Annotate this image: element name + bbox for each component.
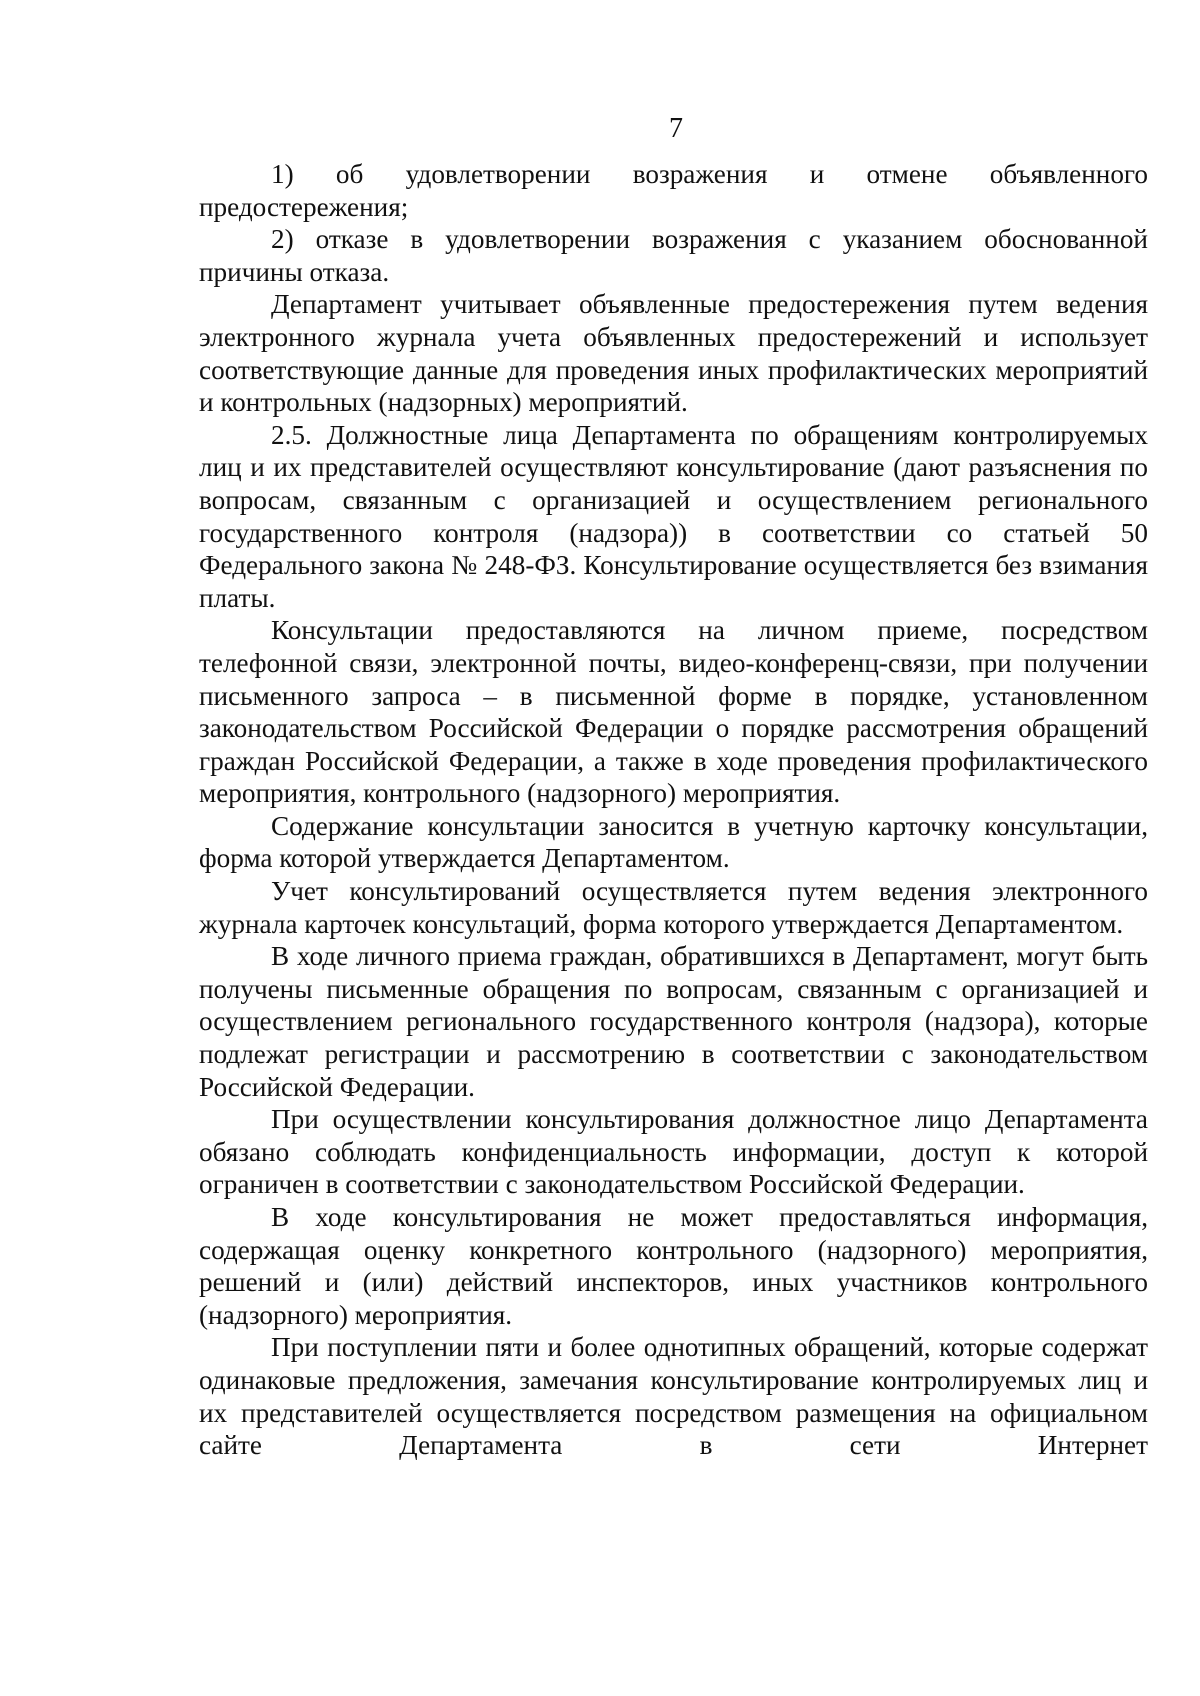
paragraph-2-5: 2.5. Должностные лица Департамента по обращениям контролируемых лиц и их представителей осуществляют консультирование (дают разъяснения по вопросам, связанным с организацией и осуществлением регионального государственного контроля (надзора)) в соответствии со статьей 50 Федерального закона № 248-ФЗ. Консультирование осуществляется без взимания платы. <box>199 419 1148 613</box>
paragraph-personal-reception: В ходе личного приема граждан, обратившихся в Департамент, могут быть получены письменные обращения по вопросам, связанным с организацией и осуществлением регионального государственного контроля (надзора), которые подлежат регистрации и рассмотрению в соответствии с законодательством Российской Федерации. <box>199 941 1148 1102</box>
paragraph-item-2: 2) отказе в удовлетворении возражения с указанием обоснованной причины отказа. <box>199 224 1148 287</box>
paragraph-journal: Департамент учитывает объявленные предостережения путем ведения электронного журнала учета объявленных предостережений и использует соответствующие данные для проведения иных профилактических мероприятий и контрольных (надзорных) мероприятий. <box>199 289 1148 418</box>
paragraph-consultation-log: Учет консультирований осуществляется путем ведения электронного журнала карточек консультаций, форма которого утверждается Департаментом. <box>199 876 1148 939</box>
paragraph-consultation-card: Содержание консультации заносится в учетную карточку консультации, форма которой утверждается Департаментом. <box>199 810 1148 874</box>
paragraph-restrictions: В ходе консультирования не может предоставляться информация, содержащая оценку конкретного контрольного (надзорного) мероприятия, решений и (или) действий инспекторов, иных участников контрольного (надзорного) мероприятия. <box>199 1202 1148 1330</box>
paragraph-item-1: 1) об удовлетворении возражения и отмене объявленного предостережения; <box>199 159 1148 222</box>
paragraph-confidentiality: При осуществлении консультирования должностное лицо Департамента обязано соблюдать конфиденциальность информации, доступ к которой ограничен в соответствии с законодательством Российской Федерации. <box>199 1104 1148 1200</box>
paragraph-same-type-requests: При поступлении пяти и более однотипных обращений, которые содержат одинаковые предложения, замечания консультирование контролируемых лиц и их представителей осуществляется посредством размещения на официальном сайте Департамента в сети Интернет <box>199 1332 1148 1461</box>
page-number: 7 <box>669 113 683 144</box>
paragraph-consultations: Консультации предоставляются на личном приеме, посредством телефонной связи, электронной почты, видео-конференц-связи, при получении письменного запроса – в письменной форме в порядке, установленном законодательством Российской Федерации о порядке рассмотрения обращений граждан Российской Федерации, а также в ходе проведения профилактического мероприятия, контрольного (надзорного) мероприятия. <box>199 615 1148 809</box>
document-body <box>199 158 1148 1462</box>
